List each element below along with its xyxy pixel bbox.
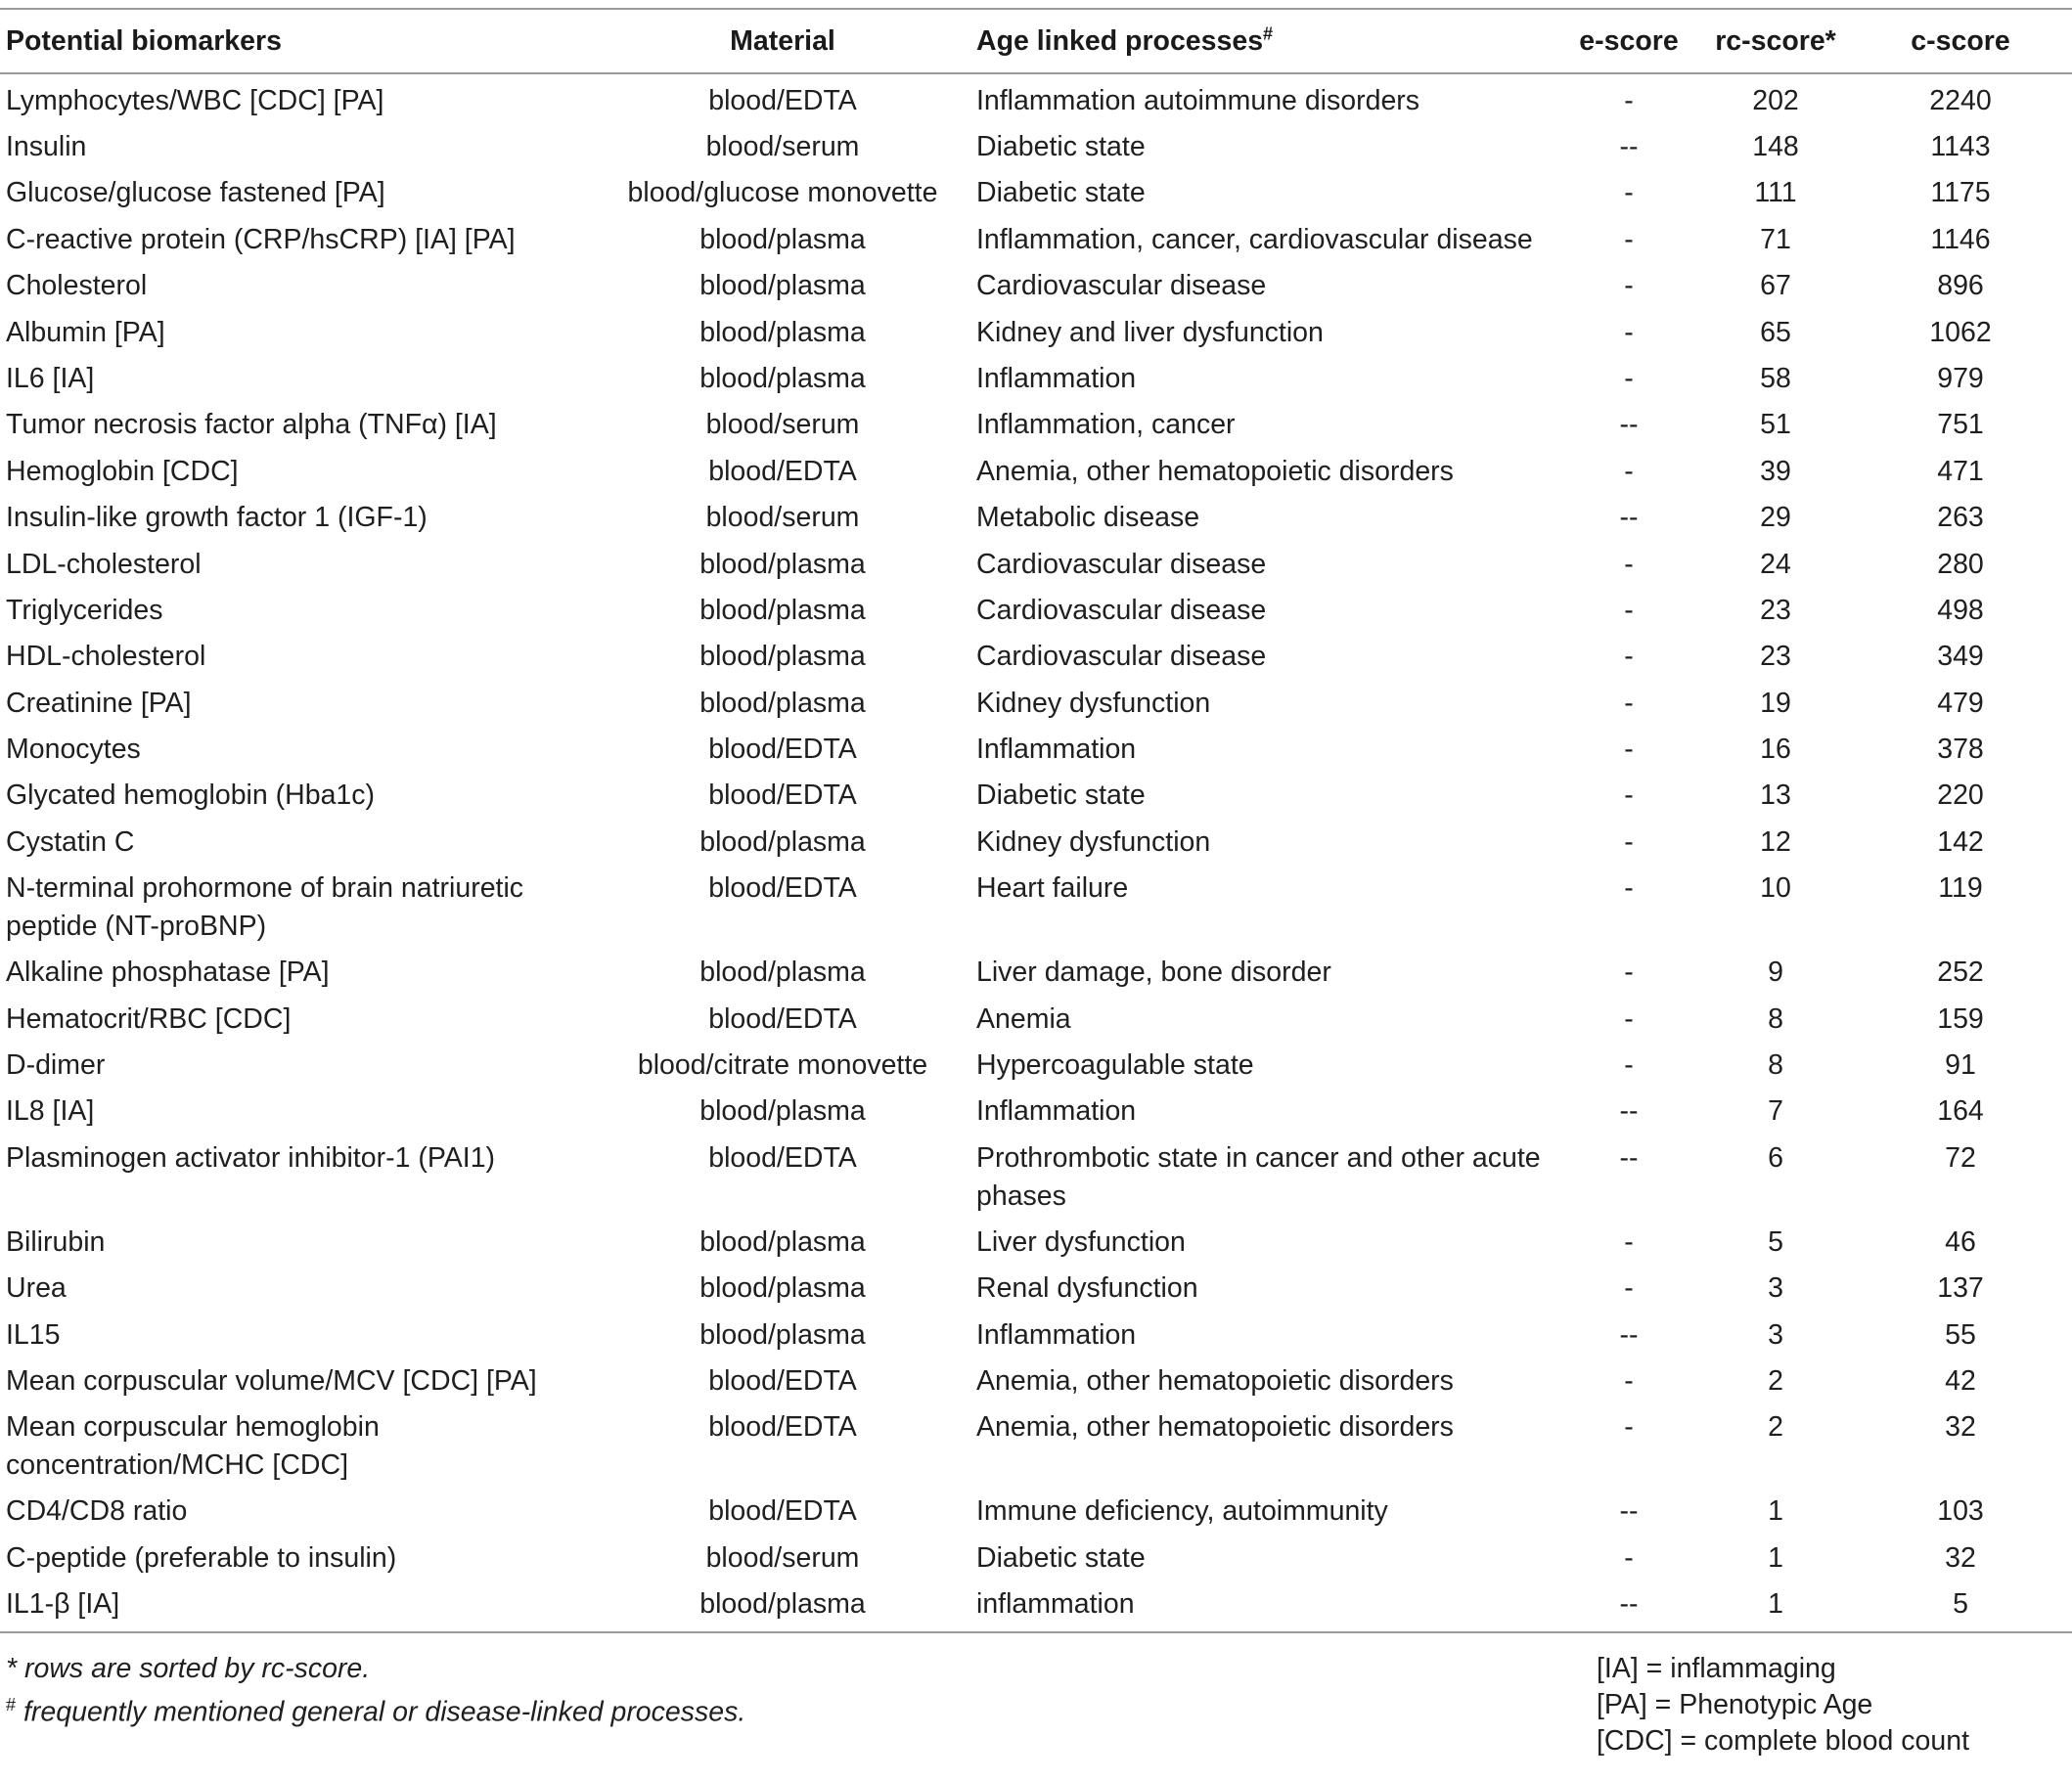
cell-age-processes: Renal dysfunction	[976, 1272, 1198, 1305]
cell-c-score: 263	[1937, 502, 1984, 534]
footnote-hash-text: frequently mentioned general or disease-linked processes.	[23, 1696, 746, 1728]
cell-c-score: 1143	[1930, 131, 1991, 162]
cell-material: blood/plasma	[699, 687, 866, 719]
table-header	[0, 9, 2072, 73]
cell-age-processes: Inflammation, cancer	[976, 409, 1236, 441]
cell-material: blood/EDTA	[708, 1002, 857, 1035]
cell-material: blood/EDTA	[708, 1411, 857, 1444]
table-row	[0, 491, 2072, 537]
biomarker-table	[0, 8, 2072, 1633]
cell-biomarker: IL15	[6, 1318, 61, 1351]
cell-rc-score: 111	[1754, 177, 1797, 209]
table-row	[0, 398, 2072, 444]
cell-rc-score: 1	[1768, 1495, 1783, 1528]
cell-age-processes: Hypercoagulable state	[976, 1049, 1254, 1082]
cell-c-score: 1146	[1930, 223, 1991, 255]
cell-biomarker: Hemoglobin [CDC]	[6, 455, 239, 487]
cell-e-score: -	[1624, 548, 1634, 580]
cell-age-processes: Cardiovascular disease	[976, 641, 1267, 673]
cell-age-processes: Inflammation	[976, 1095, 1137, 1128]
cell-c-score: 1175	[1930, 177, 1991, 209]
cell-biomarker: Insulin	[6, 131, 87, 162]
cell-age-processes: inflammation	[959, 1578, 1555, 1632]
cell-e-score: --	[1619, 131, 1639, 162]
cell-biomarker: Hematocrit/RBC [CDC]	[6, 1002, 292, 1035]
cell-c-score: 479	[1937, 687, 1984, 719]
cell-e-score: -	[1624, 1272, 1634, 1305]
cell-age-processes: Kidney dysfunction	[976, 687, 1211, 719]
cell-biomarker: Triglycerides	[6, 594, 163, 626]
cell-rc-score: 3	[1768, 1272, 1783, 1305]
table-row	[0, 445, 2072, 491]
cell-rc-score: 19	[1760, 687, 1791, 719]
header-hash-mark: #	[1263, 23, 1274, 43]
cell-age-processes: Anemia, other hematopoietic disorders	[976, 1364, 1454, 1397]
cell-biomarker: Urea	[6, 1272, 67, 1305]
table-row	[0, 166, 2072, 212]
cell-age-processes: Immune deficiency, autoimmunity	[976, 1495, 1388, 1528]
table-row	[0, 946, 2072, 992]
cell-rc-score: 148	[1752, 131, 1799, 162]
cell-material: blood/serum	[705, 409, 860, 441]
cell-biomarker: Albumin [PA]	[6, 316, 165, 348]
cell-rc-score: 8	[1768, 1049, 1783, 1082]
cell-age-processes: Inflammation	[976, 1318, 1137, 1351]
cell-c-score: 32	[1945, 1411, 1976, 1444]
cell-material: blood/plasma	[699, 316, 866, 348]
cell-biomarker: D-dimer	[6, 1049, 106, 1082]
cell-biomarker: Glucose/glucose fastened [PA]	[6, 177, 385, 209]
cell-c-score: 220	[1937, 779, 1984, 812]
cell-age-processes: Liver damage, bone disorder	[976, 957, 1331, 989]
header-age-processes: Age linked processes#	[959, 9, 1555, 73]
cell-rc-score: 202	[1752, 85, 1799, 116]
table-row	[0, 677, 2072, 723]
cell-age-processes: Liver dysfunction	[976, 1225, 1186, 1258]
table-row	[0, 306, 2072, 352]
table-row	[0, 1532, 2072, 1578]
cell-e-score: -	[1624, 734, 1634, 766]
cell-rc-score: 2	[1768, 1364, 1783, 1397]
cell-material: blood/plasma	[699, 548, 866, 580]
table-row	[0, 73, 2072, 120]
cell-biomarker: IL1-β [IA]	[0, 1578, 607, 1632]
cell-rc-score: 51	[1760, 409, 1791, 441]
cell-rc-score: 1	[1702, 1578, 1849, 1632]
cell-material: blood/plasma	[699, 223, 866, 255]
cell-rc-score: 1	[1768, 1541, 1783, 1574]
cell-material: blood/plasma	[699, 825, 866, 858]
cell-material: blood/plasma	[699, 1318, 866, 1351]
cell-biomarker: Monocytes	[6, 734, 141, 766]
cell-e-score: -	[1624, 85, 1634, 116]
cell-biomarker: Cholesterol	[6, 270, 148, 302]
cell-biomarker: LDL-cholesterol	[6, 548, 202, 580]
cell-age-processes: Anemia	[976, 1002, 1071, 1035]
table-row	[0, 993, 2072, 1039]
table-row	[0, 1401, 2072, 1485]
table-row	[0, 584, 2072, 630]
cell-e-score: -	[1624, 1541, 1634, 1574]
cell-e-score: --	[1619, 1495, 1639, 1528]
cell-rc-score: 71	[1760, 223, 1791, 255]
cell-e-score: -	[1624, 594, 1634, 626]
cell-rc-score: 58	[1760, 362, 1791, 394]
cell-c-score: 896	[1937, 270, 1984, 302]
cell-rc-score: 23	[1760, 594, 1791, 626]
table-row	[0, 1578, 2072, 1632]
cell-rc-score: 29	[1760, 502, 1791, 534]
cell-c-score: 46	[1945, 1225, 1976, 1258]
cell-e-score: -	[1624, 1002, 1634, 1035]
cell-c-score: 280	[1937, 548, 1984, 580]
cell-biomarker: Mean corpuscular hemoglobin concentration/MCHC [CDC]	[6, 1411, 380, 1482]
cell-biomarker: C-reactive protein (CRP/hsCRP) [IA] [PA]	[6, 223, 516, 255]
cell-c-score: 751	[1937, 409, 1984, 441]
cell-biomarker: Cystatin C	[6, 825, 135, 858]
cell-e-score: -	[1624, 779, 1634, 812]
cell-material: blood/plasma	[699, 957, 866, 989]
cell-e-score: --	[1619, 1141, 1639, 1174]
legend-ia: [IA] = inflammaging	[1597, 1653, 1836, 1684]
footnotes-legend	[1597, 1651, 1969, 1759]
cell-age-processes: Diabetic state	[976, 1541, 1146, 1574]
cell-material: blood/EDTA	[708, 455, 857, 487]
cell-material: blood/EDTA	[708, 1141, 857, 1174]
cell-material: blood/EDTA	[708, 779, 857, 812]
table-row	[0, 259, 2072, 305]
cell-material: blood/EDTA	[708, 734, 857, 766]
cell-e-score: -	[1624, 270, 1634, 302]
footnotes-left	[6, 1651, 745, 1731]
table-row	[0, 1485, 2072, 1531]
cell-c-score: 979	[1937, 362, 1984, 394]
cell-rc-score: 39	[1760, 455, 1791, 487]
header-rc-score: rc-score*	[1702, 9, 1849, 73]
cell-biomarker: Alkaline phosphatase [PA]	[6, 957, 330, 989]
cell-rc-score: 6	[1768, 1141, 1783, 1174]
cell-material: blood/serum	[705, 1541, 860, 1574]
cell-material: blood/plasma	[699, 641, 866, 673]
cell-rc-score: 5	[1768, 1225, 1783, 1258]
cell-age-processes: Inflammation autoimmune disorders	[976, 85, 1420, 116]
cell-age-processes: Prothrombotic state in cancer and other acute phases	[976, 1141, 1541, 1212]
footnote-hash-mark: #	[6, 1695, 17, 1714]
cell-rc-score: 3	[1768, 1318, 1783, 1351]
cell-e-score: -	[1624, 223, 1634, 255]
cell-rc-score: 12	[1760, 825, 1791, 858]
cell-rc-score: 23	[1760, 641, 1791, 673]
cell-e-score: -	[1624, 362, 1634, 394]
cell-c-score: 142	[1937, 825, 1984, 858]
cell-c-score: 471	[1937, 455, 1984, 487]
table-row	[0, 1309, 2072, 1355]
cell-age-processes: Cardiovascular disease	[976, 594, 1267, 626]
table-row	[0, 1262, 2072, 1308]
cell-c-score: 137	[1937, 1272, 1984, 1305]
cell-e-score: -	[1624, 1411, 1634, 1444]
legend-cdc: [CDC] = complete blood count	[1597, 1725, 1969, 1757]
cell-material: blood/plasma	[699, 362, 866, 394]
cell-biomarker: Mean corpuscular volume/MCV [CDC] [PA]	[6, 1364, 537, 1397]
cell-c-score: 119	[1938, 872, 1983, 905]
table-row	[0, 1216, 2072, 1262]
table-row	[0, 120, 2072, 166]
cell-e-score: --	[1619, 409, 1639, 441]
cell-material: blood/EDTA	[708, 1495, 857, 1528]
cell-biomarker: C-peptide (preferable to insulin)	[6, 1541, 397, 1574]
cell-e-score: -	[1624, 455, 1634, 487]
cell-age-processes: Kidney dysfunction	[976, 825, 1211, 858]
cell-e-score: -	[1624, 316, 1634, 348]
cell-age-processes: Inflammation	[976, 734, 1137, 766]
cell-c-score: 1062	[1929, 316, 1992, 348]
cell-biomarker: CD4/CD8 ratio	[6, 1495, 188, 1528]
cell-material: blood/plasma	[699, 1225, 866, 1258]
cell-age-processes: Metabolic disease	[976, 502, 1200, 534]
table-row	[0, 1132, 2072, 1216]
cell-e-score: -	[1624, 687, 1634, 719]
cell-e-score: -	[1624, 872, 1634, 905]
table-row	[0, 816, 2072, 862]
cell-e-score: --	[1619, 502, 1639, 534]
table-row	[0, 1355, 2072, 1401]
cell-biomarker: Bilirubin	[6, 1225, 106, 1258]
cell-c-score: 378	[1937, 734, 1984, 766]
cell-material: blood/citrate monovette	[637, 1049, 928, 1082]
cell-rc-score: 16	[1760, 734, 1791, 766]
cell-biomarker: IL6 [IA]	[6, 362, 95, 394]
cell-rc-score: 65	[1760, 316, 1791, 348]
cell-age-processes: Cardiovascular disease	[976, 548, 1267, 580]
table-row	[0, 630, 2072, 676]
cell-c-score: 159	[1937, 1002, 1984, 1035]
cell-age-processes: Anemia, other hematopoietic disorders	[976, 455, 1454, 487]
cell-c-score: 55	[1945, 1318, 1976, 1351]
cell-e-score: -	[1624, 957, 1634, 989]
cell-material: blood/plasma	[699, 1095, 866, 1128]
cell-c-score: 498	[1937, 594, 1984, 626]
cell-c-score: 252	[1937, 957, 1984, 989]
table-row	[0, 862, 2072, 946]
header-c-score: c-score	[1849, 9, 2072, 73]
cell-c-score: 72	[1945, 1141, 1976, 1174]
cell-material: blood/plasma	[699, 270, 866, 302]
header-row	[0, 9, 2072, 73]
cell-e-score: -	[1624, 177, 1634, 209]
cell-e-score: -	[1624, 825, 1634, 858]
cell-biomarker: N-terminal prohormone of brain natriuretic peptide (NT-proBNP)	[6, 872, 524, 943]
cell-material: blood/serum	[705, 502, 860, 534]
cell-rc-score: 2	[1768, 1411, 1783, 1444]
header-material: Material	[607, 9, 959, 73]
header-biomarker: Potential biomarkers	[0, 9, 607, 73]
header-e-score: e-score	[1555, 9, 1702, 73]
cell-material: blood/EDTA	[708, 872, 857, 905]
cell-c-score: 5	[1849, 1578, 2072, 1632]
cell-material: blood/serum	[705, 131, 860, 162]
footnote-sorted: * rows are sorted by rc-score.	[6, 1653, 371, 1684]
cell-biomarker: Glycated hemoglobin (Hba1c)	[6, 779, 376, 812]
table-row	[0, 1085, 2072, 1131]
cell-c-score: 164	[1937, 1095, 1984, 1128]
biomarker-table-container	[0, 8, 2072, 1633]
table-row	[0, 538, 2072, 584]
cell-material: blood/glucose monovette	[627, 177, 938, 209]
cell-c-score: 42	[1945, 1364, 1976, 1397]
cell-biomarker: Plasminogen activator inhibitor-1 (PAI1)	[6, 1141, 496, 1174]
table-row	[0, 769, 2072, 815]
cell-e-score: --	[1619, 1095, 1639, 1128]
cell-biomarker: Creatinine [PA]	[6, 687, 192, 719]
cell-biomarker: Tumor necrosis factor alpha (TNFα) [IA]	[6, 409, 497, 441]
cell-c-score: 32	[1945, 1541, 1976, 1574]
cell-material: blood/plasma	[607, 1578, 959, 1632]
cell-age-processes: Diabetic state	[976, 177, 1146, 209]
cell-rc-score: 8	[1768, 1002, 1783, 1035]
table-body	[0, 73, 2072, 1632]
cell-material: blood/plasma	[699, 1272, 866, 1305]
cell-age-processes: Inflammation, cancer, cardiovascular disease	[976, 223, 1533, 255]
cell-material: blood/plasma	[699, 594, 866, 626]
table-row	[0, 723, 2072, 769]
cell-rc-score: 13	[1760, 779, 1791, 812]
cell-c-score: 2240	[1929, 85, 1992, 116]
cell-biomarker: IL8 [IA]	[6, 1095, 95, 1128]
cell-material: blood/EDTA	[708, 85, 857, 116]
cell-biomarker: Lymphocytes/WBC [CDC] [PA]	[6, 85, 384, 116]
cell-c-score: 349	[1937, 641, 1984, 673]
footnote-hash	[6, 1687, 745, 1731]
cell-e-score: --	[1619, 1318, 1639, 1351]
cell-age-processes: Anemia, other hematopoietic disorders	[976, 1411, 1454, 1444]
cell-age-processes: Diabetic state	[976, 131, 1146, 162]
cell-age-processes: Inflammation	[976, 362, 1137, 394]
table-row	[0, 1039, 2072, 1085]
cell-age-processes: Diabetic state	[976, 779, 1146, 812]
cell-age-processes: Heart failure	[976, 872, 1129, 905]
legend-pa: [PA] = Phenotypic Age	[1597, 1689, 1873, 1720]
cell-biomarker: HDL-cholesterol	[6, 641, 206, 673]
cell-age-processes: Cardiovascular disease	[976, 270, 1267, 302]
cell-e-score: --	[1555, 1578, 1702, 1632]
cell-rc-score: 7	[1768, 1095, 1783, 1128]
table-row	[0, 213, 2072, 259]
cell-biomarker: Insulin-like growth factor 1 (IGF-1)	[6, 502, 428, 534]
cell-e-score: -	[1624, 1225, 1634, 1258]
cell-material: blood/EDTA	[708, 1364, 857, 1397]
cell-age-processes: Kidney and liver dysfunction	[976, 316, 1324, 348]
table-row	[0, 352, 2072, 398]
cell-rc-score: 10	[1760, 872, 1791, 905]
cell-c-score: 91	[1945, 1049, 1976, 1082]
cell-rc-score: 24	[1760, 548, 1791, 580]
cell-c-score: 103	[1937, 1495, 1984, 1528]
cell-e-score: -	[1624, 1049, 1634, 1082]
cell-rc-score: 67	[1760, 270, 1791, 302]
cell-e-score: -	[1624, 641, 1634, 673]
cell-e-score: -	[1624, 1364, 1634, 1397]
cell-rc-score: 9	[1768, 957, 1783, 989]
